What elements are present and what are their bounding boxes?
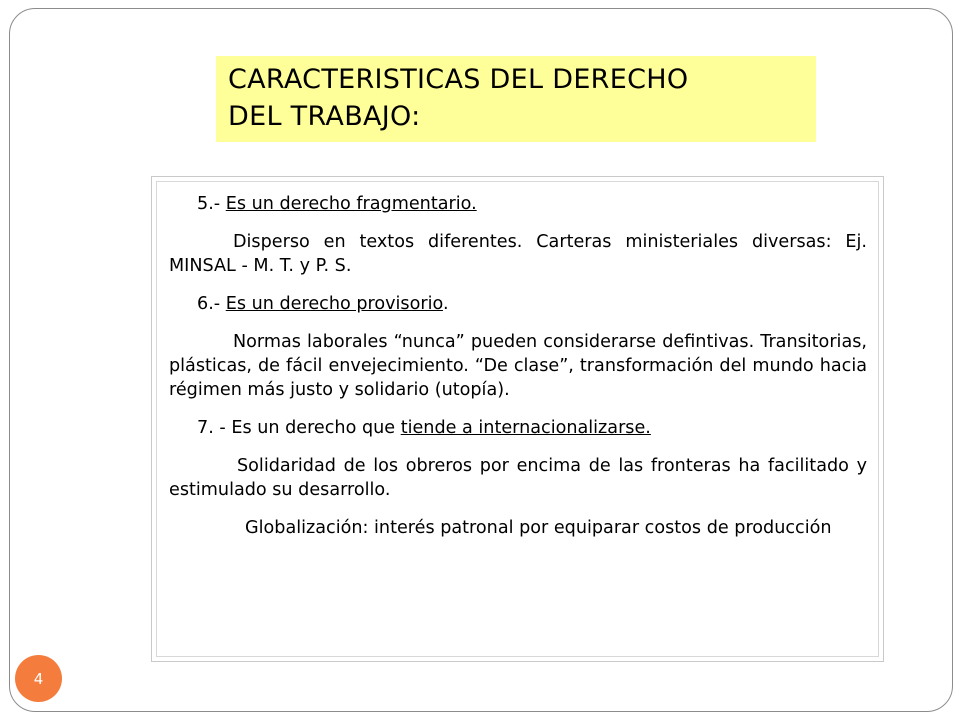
title-line-2: DEL TRABAJO: xyxy=(228,101,421,132)
page-number-badge: 4 xyxy=(15,655,62,702)
item-7-body-2: Globalización: interés patronal por equiparar costos de producción xyxy=(245,518,832,538)
content-inner xyxy=(156,181,879,657)
item-7-body-1: Solidaridad de los obreros por encima de las fronteras ha facilitado y estimulado su desarrollo. xyxy=(169,456,867,500)
item-7-number: 7. - xyxy=(197,418,232,438)
slide-title xyxy=(216,56,816,142)
item-6-number: 6.- xyxy=(197,294,226,314)
item-5-heading-text: Es un derecho fragmentario. xyxy=(225,194,477,214)
item-7-heading xyxy=(169,416,867,440)
content-box xyxy=(151,176,884,662)
item-7-prefix: Es un derecho que xyxy=(231,418,401,438)
title-line-1: CARACTERISTICAS DEL DERECHO xyxy=(228,64,689,95)
item-5-number: 5.- xyxy=(197,194,226,214)
item-7-heading-text: tiende a internacionalizarse. xyxy=(400,418,651,438)
item-6-heading-text: Es un derecho provisorio xyxy=(225,294,443,314)
item-5-heading xyxy=(169,192,867,216)
item-6-body: Normas laborales “nunca” pueden considerarse defintivas. Transitorias, plásticas, de fácil envejecimiento. “De clase”, transformación del mundo hacia régimen más justo y solidario (utopía). xyxy=(169,332,867,400)
item-5-body: Disperso en textos diferentes. Carteras ministeriales diversas: Ej. MINSAL - M. T. y P. S. xyxy=(169,232,867,276)
item-6-heading-suffix: . xyxy=(442,294,449,314)
item-6-heading xyxy=(169,292,867,316)
